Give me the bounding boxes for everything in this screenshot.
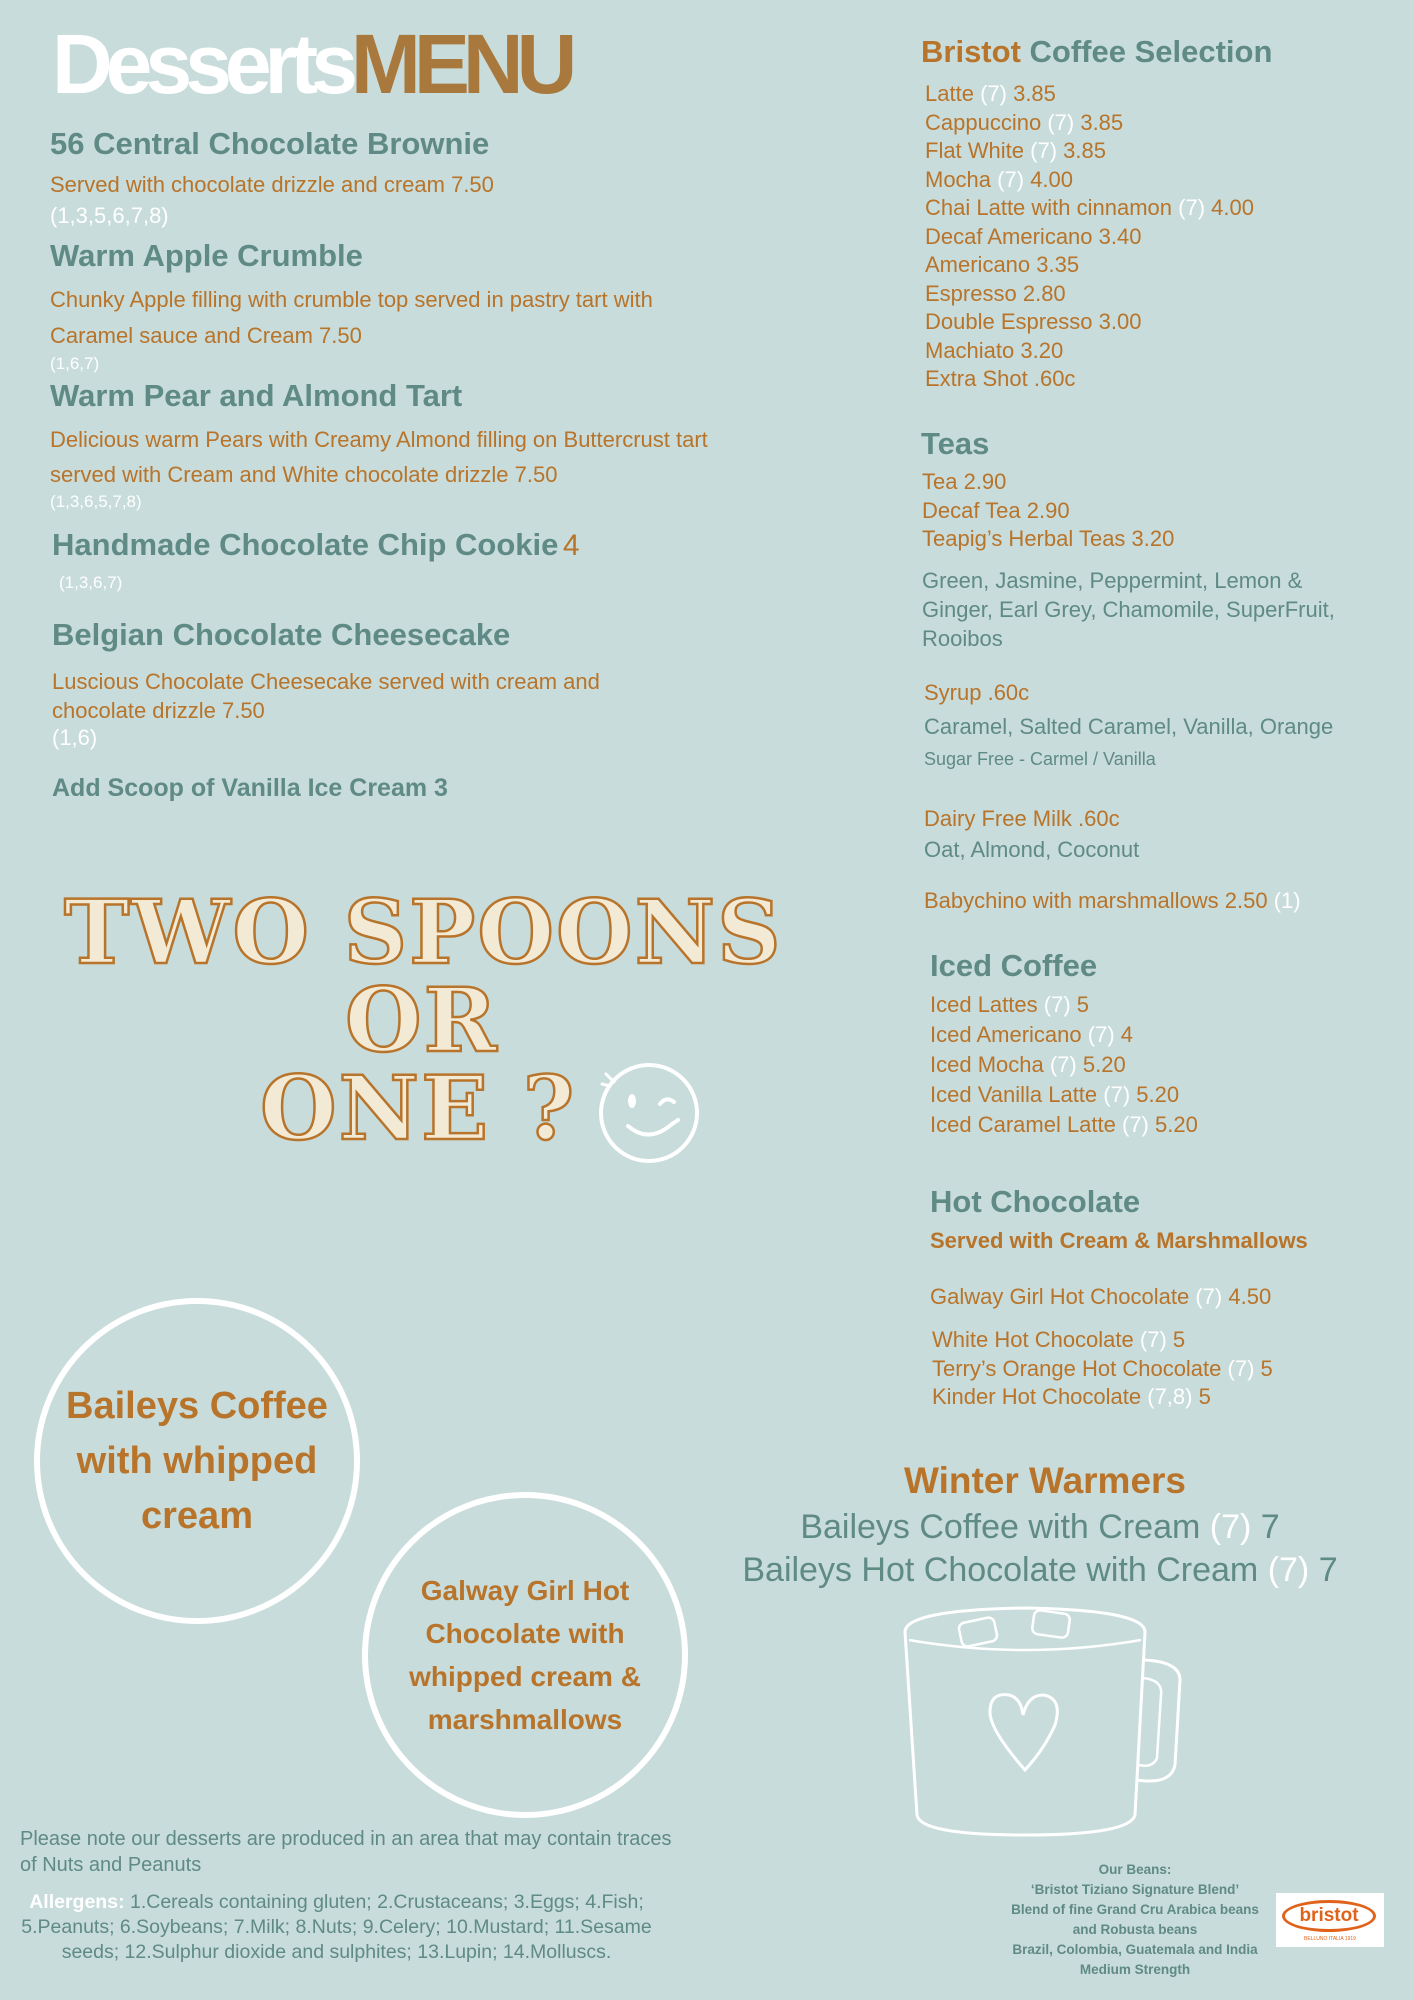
coffee-item: Americano 3.35 xyxy=(925,252,1080,277)
slogan-line-3: ONE ? xyxy=(260,1056,577,1160)
iced-coffee-item: Iced Lattes (7) 5 xyxy=(930,992,1090,1017)
winter-warmer-item: Baileys Coffee with Cream (7) 7 xyxy=(800,1508,1280,1546)
dessert-description: Luscious Chocolate Cheesecake served with cream and chocolate drizzle 7.50 xyxy=(52,668,600,723)
dairy-free-milk-title: Dairy Free Milk .60c xyxy=(924,806,1120,831)
coffee-item: Decaf Americano 3.40 xyxy=(925,223,1142,249)
beans-strength: Medium Strength xyxy=(1079,1962,1191,1977)
coffee-item: Flat White (7) 3.85 xyxy=(925,138,1106,163)
dessert-item-brownie xyxy=(50,126,750,231)
coffee-section-title xyxy=(921,34,1272,70)
dessert-allergens: (1,3,6,5,7,8) xyxy=(50,491,142,511)
coffee-item: Latte (7) 3.85 xyxy=(925,81,1056,106)
tea-item: Decaf Tea 2.90 xyxy=(922,497,1070,523)
dessert-description: Chunky Apple filling with crumble top served in pastry tart with Caramel sauce and Cream 7.50 xyxy=(50,286,653,348)
hot-chocolate-item: Kinder Hot Chocolate (7,8) 5 xyxy=(932,1384,1211,1409)
galway-hot-chocolate-circle xyxy=(362,1492,688,1818)
logo-name: bristot xyxy=(1299,1905,1359,1926)
dessert-allergens: (1,6) xyxy=(52,724,98,750)
dessert-item-cookie xyxy=(52,527,752,593)
logo-tagline: BELLUNO ITALIA 1919 xyxy=(1304,1936,1356,1942)
coffee-item: Extra Shot .60c xyxy=(925,366,1076,391)
allergens-list: 1.Cereals containing gluten; 2.Crustaceans; 3.Eggs; 4.Fish; 5.Peanuts; 6.Soybeans; 7.Milk; 8.Nuts; 9.Celery; 10.Mustard; 11.Sesame seeds; 12.Sulphur dioxide and sulphites; 13.Lupin; 14.Molluscs. xyxy=(21,1891,652,1963)
syrup-flavours: Caramel, Salted Caramel, Vanilla, Orange xyxy=(924,714,1334,739)
dessert-title: Belgian Chocolate Cheesecake xyxy=(52,617,511,652)
coffee-title: Coffee Selection xyxy=(1029,34,1273,69)
heading-menu: MENU xyxy=(350,17,571,111)
teas-list xyxy=(922,468,1174,554)
dessert-allergens: (1,3,5,6,7,8) xyxy=(50,202,169,228)
syrup-title: Syrup .60c xyxy=(924,680,1030,705)
bristot-logo xyxy=(1276,1893,1384,1947)
wink-smiley-icon xyxy=(594,1056,704,1166)
coffee-item: Cappuccino (7) 3.85 xyxy=(925,109,1124,135)
babychino-item: Babychino with marshmallows 2.50 (1) xyxy=(924,888,1301,913)
hot-chocolate-subtitle: Served with Cream & Marshmallows xyxy=(930,1228,1308,1253)
iced-coffee-item: Iced Vanilla Latte (7) 5.20 xyxy=(930,1082,1180,1107)
dessert-item-cheesecake xyxy=(52,617,672,751)
winter-warmer-item: Baileys Hot Chocolate with Cream (7) 7 xyxy=(742,1551,1338,1589)
dessert-title: Handmade Chocolate Chip Cookie xyxy=(52,527,559,562)
tea-flavours: Green, Jasmine, Peppermint, Lemon & Ginger, Earl Grey, Chamomile, SuperFruit, Rooibos xyxy=(922,568,1335,651)
dessert-allergens: (1,6,7) xyxy=(50,353,100,373)
beans-line-1: Blend of fine Grand Cru Arabica beans xyxy=(1011,1902,1259,1917)
coffee-item: Mocha (7) 4.00 xyxy=(925,166,1074,192)
coffee-list xyxy=(925,80,1254,394)
iced-coffee-item: Iced Mocha (7) 5.20 xyxy=(930,1052,1126,1077)
beans-blend: ‘Bristot Tiziano Signature Blend’ xyxy=(1030,1882,1240,1897)
beans-title: Our Beans: xyxy=(1098,1862,1172,1877)
mug-with-heart-icon xyxy=(895,1600,1195,1840)
dessert-title: Warm Apple Crumble xyxy=(50,238,363,273)
hot-chocolate-item: Galway Girl Hot Chocolate (7) 4.50 xyxy=(930,1284,1272,1309)
heading-desserts: Desserts xyxy=(52,17,351,111)
allergens-label: Allergens: xyxy=(29,1891,125,1913)
winter-warmers-list xyxy=(690,1506,1390,1592)
dessert-item-pear-tart xyxy=(50,378,750,512)
baileys-coffee-circle-text: Baileys Coffee with whipped cream xyxy=(66,1384,328,1537)
hot-chocolate-item: Terry’s Orange Hot Chocolate (7) 5 xyxy=(932,1355,1273,1381)
dessert-price: 4 xyxy=(562,529,580,562)
beans-origin: Brazil, Colombia, Guatemala and India xyxy=(1012,1942,1258,1957)
iced-coffee-title: Iced Coffee xyxy=(930,948,1098,983)
iced-coffee-list xyxy=(930,990,1198,1140)
beans-line-2: and Robusta beans xyxy=(1072,1922,1198,1937)
ice-cream-addon: Add Scoop of Vanilla Ice Cream 3 xyxy=(52,774,448,802)
teas-title: Teas xyxy=(921,426,990,461)
dairy-free-milk-options: Oat, Almond, Coconut xyxy=(924,837,1140,862)
dessert-allergens: (1,3,6,7) xyxy=(59,573,123,592)
slogan-line-1: TWO SPOONS xyxy=(64,880,783,984)
galway-hot-chocolate-circle-text: Galway Girl Hot Chocolate with whipped cream & marshmallows xyxy=(409,1575,641,1735)
dessert-title: 56 Central Chocolate Brownie xyxy=(50,126,490,161)
allergens-legend xyxy=(14,1890,659,1965)
syrup-sugar-free: Sugar Free - Carmel / Vanilla xyxy=(924,749,1156,769)
dessert-description: Delicious warm Pears with Creamy Almond filling on Buttercrust tart served with Cream and White chocolate drizzle 7.50 xyxy=(50,426,708,487)
hot-chocolate-title: Hot Chocolate xyxy=(930,1184,1141,1219)
dessert-item-apple-crumble xyxy=(50,238,740,374)
dessert-title: Warm Pear and Almond Tart xyxy=(50,378,463,413)
coffee-item: Machiato 3.20 xyxy=(925,337,1064,363)
iced-coffee-item: Iced Americano (7) 4 xyxy=(930,1022,1134,1047)
tea-item: Tea 2.90 xyxy=(922,469,1007,494)
winter-warmers-title: Winter Warmers xyxy=(903,1460,1187,1501)
nut-warning-note: Please note our desserts are produced in an area that may contain traces of Nuts and Peanuts xyxy=(20,1828,672,1876)
hot-chocolate-item: White Hot Chocolate (7) 5 xyxy=(932,1327,1186,1352)
hot-chocolate-list xyxy=(932,1326,1273,1412)
tea-item: Teapig’s Herbal Teas 3.20 xyxy=(922,526,1175,551)
beans-info xyxy=(975,1860,1295,1980)
coffee-item: Double Espresso 3.00 xyxy=(925,309,1142,334)
dessert-description: Served with chocolate drizzle and cream 7.50 xyxy=(50,171,494,197)
slogan-line-2: OR xyxy=(345,968,499,1072)
baileys-coffee-circle xyxy=(34,1298,360,1624)
iced-coffee-item: Iced Caramel Latte (7) 5.20 xyxy=(930,1112,1198,1137)
menu-heading xyxy=(52,17,571,111)
coffee-item: Espresso 2.80 xyxy=(925,280,1066,306)
coffee-brand: Bristot xyxy=(921,34,1021,69)
coffee-item: Chai Latte with cinnamon (7) 4.00 xyxy=(925,195,1254,220)
